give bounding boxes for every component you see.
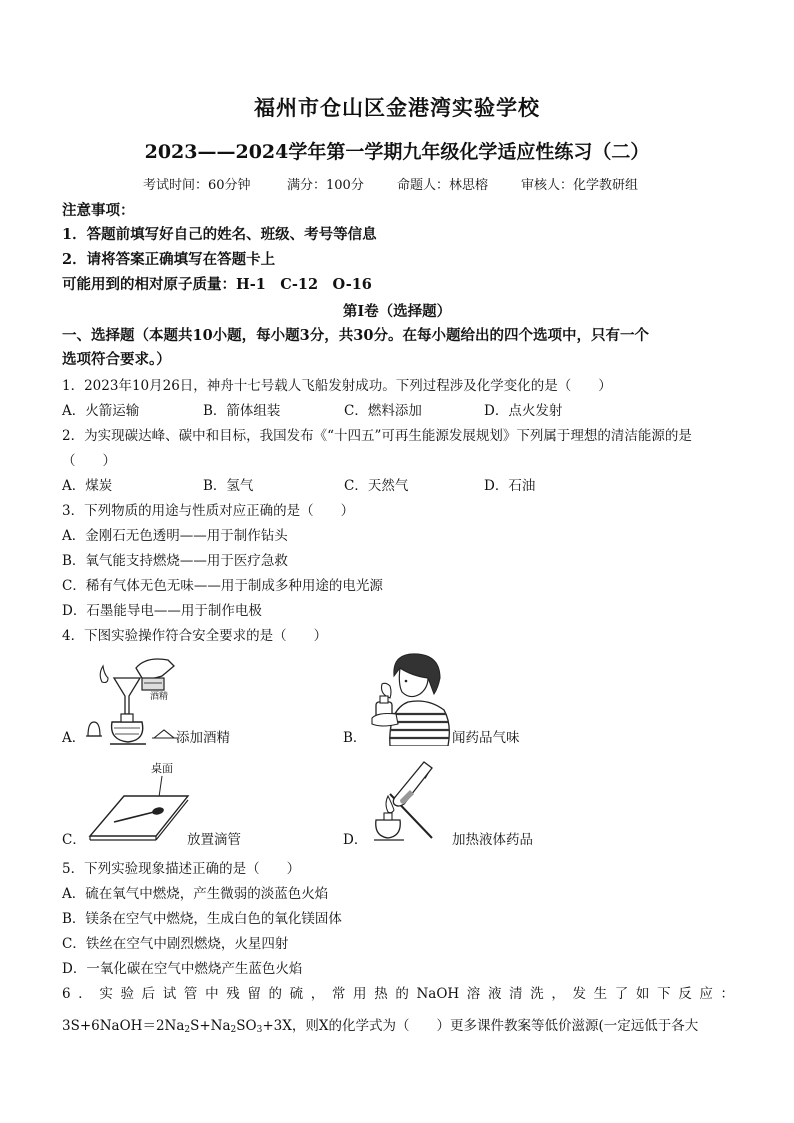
q4-stem: 4．下图实验操作符合安全要求的是（ ） xyxy=(62,628,328,644)
reviewer: 审核人：化学教研组 xyxy=(521,178,639,193)
q4-option-d-letter: D． xyxy=(343,832,368,848)
q5-option-d: D．一氧化碳在空气中燃烧产生蓝色火焰 xyxy=(62,961,303,977)
q2-option-c: C．天然气 xyxy=(344,478,409,494)
q3-option-d: D．石墨能导电——用于制作电极 xyxy=(62,603,262,619)
q2-stem: 2．为实现碳达峰、碳中和目标，我国发布《“十四五”可再生能源发展规划》下列属于理想的清洁能源的是 xyxy=(62,428,692,444)
q1-stem: 1．2023年10月26日，神舟十七号载人飞船发射成功。下列过程涉及化学变化的是（ ） xyxy=(62,378,612,394)
q2-stem-cont: （ ） xyxy=(62,453,116,469)
q4-option-c-caption: 放置滴管 xyxy=(187,832,241,848)
q2-option-d: D．石油 xyxy=(484,478,536,494)
full-score: 满分：100分 xyxy=(287,178,364,193)
q4-option-c-letter: C． xyxy=(62,832,86,848)
table-tag: 桌面 xyxy=(151,762,173,775)
dropper-on-table-illustration xyxy=(84,774,194,844)
note-item-2: 2．请将答案正确填写在答题卡上 xyxy=(62,251,276,268)
q5-option-b: B．镁条在空气中燃烧，生成白色的氧化镁固体 xyxy=(62,911,342,927)
q5-stem: 5．下列实验现象描述正确的是（ ） xyxy=(62,861,301,877)
q1-option-a: A．火箭运输 xyxy=(62,403,140,419)
q6-equation: $3S+6NaOH=2Na_2S+Na_2SO_3+3X$，则X的化学式为（ ）更多课件教案等低价滋源(一定远低于各大 xyxy=(62,1018,699,1035)
section-instruction-1: 一、选择题（本题共10小题，每小题3分，共30分。在每小题给出的四个选项中，只有一个 xyxy=(62,327,649,344)
section-instruction-2: 选项符合要求。） xyxy=(62,351,171,368)
q4-option-b-letter: B． xyxy=(343,730,367,746)
q1-option-d: D．点火发射 xyxy=(484,403,563,419)
exam-title: 2023——2024学年第一学期九年级化学适应性练习（二） xyxy=(144,141,650,163)
q4-option-a-caption: 添加酒精 xyxy=(176,730,230,746)
q4-option-a-letter: A． xyxy=(62,730,86,746)
school-name: 福州市仓山区金港湾实验学校 xyxy=(254,95,540,120)
q3-option-a: A．金刚石无色透明——用于制作钻头 xyxy=(62,528,288,544)
q2-option-b: B．氢气 xyxy=(203,478,254,494)
q4-option-d-caption: 加热液体药品 xyxy=(452,832,533,848)
q1-option-b: B．箭体组装 xyxy=(203,403,281,419)
exam-time: 考试时间：60分钟 xyxy=(143,178,251,193)
q3-stem: 3．下列物质的用途与性质对应正确的是（ ） xyxy=(62,503,355,519)
q5-option-a: A．硫在氧气中燃烧，产生微弱的淡蓝色火焰 xyxy=(62,886,329,902)
notes-heading: 注意事项： xyxy=(62,202,135,219)
q3-option-b: B．氧气能支持燃烧——用于医疗急救 xyxy=(62,553,288,569)
q1-option-c: C．燃料添加 xyxy=(344,403,422,419)
q2-option-a: A．煤炭 xyxy=(62,478,113,494)
alcohol-bottle-tag: 酒精 xyxy=(150,692,169,702)
adding-alcohol-illustration xyxy=(84,652,184,748)
section-title: 第Ⅰ卷（选择题） xyxy=(342,303,452,320)
q6-stem: 6．实验后试管中残留的硫，常用热的NaOH溶液清洗，发生了如下反应： xyxy=(62,986,734,1002)
atomic-mass-line: 可能用到的相对原子质量：H-1 C-12 O-16 xyxy=(62,276,372,293)
q5-option-c: C．铁丝在空气中剧烈燃烧，火星四射 xyxy=(62,936,289,952)
question-author: 命题人：林思榕 xyxy=(397,178,489,193)
heating-liquid-illustration xyxy=(366,754,446,842)
note-item-1: 1．答题前填写好自己的姓名、班级、考号等信息 xyxy=(62,226,377,243)
q3-option-c: C．稀有气体无色无味——用于制成多种用途的电光源 xyxy=(62,578,383,594)
q4-option-b-caption: 闻药品气味 xyxy=(452,730,520,746)
smelling-chemical-illustration xyxy=(368,648,452,746)
